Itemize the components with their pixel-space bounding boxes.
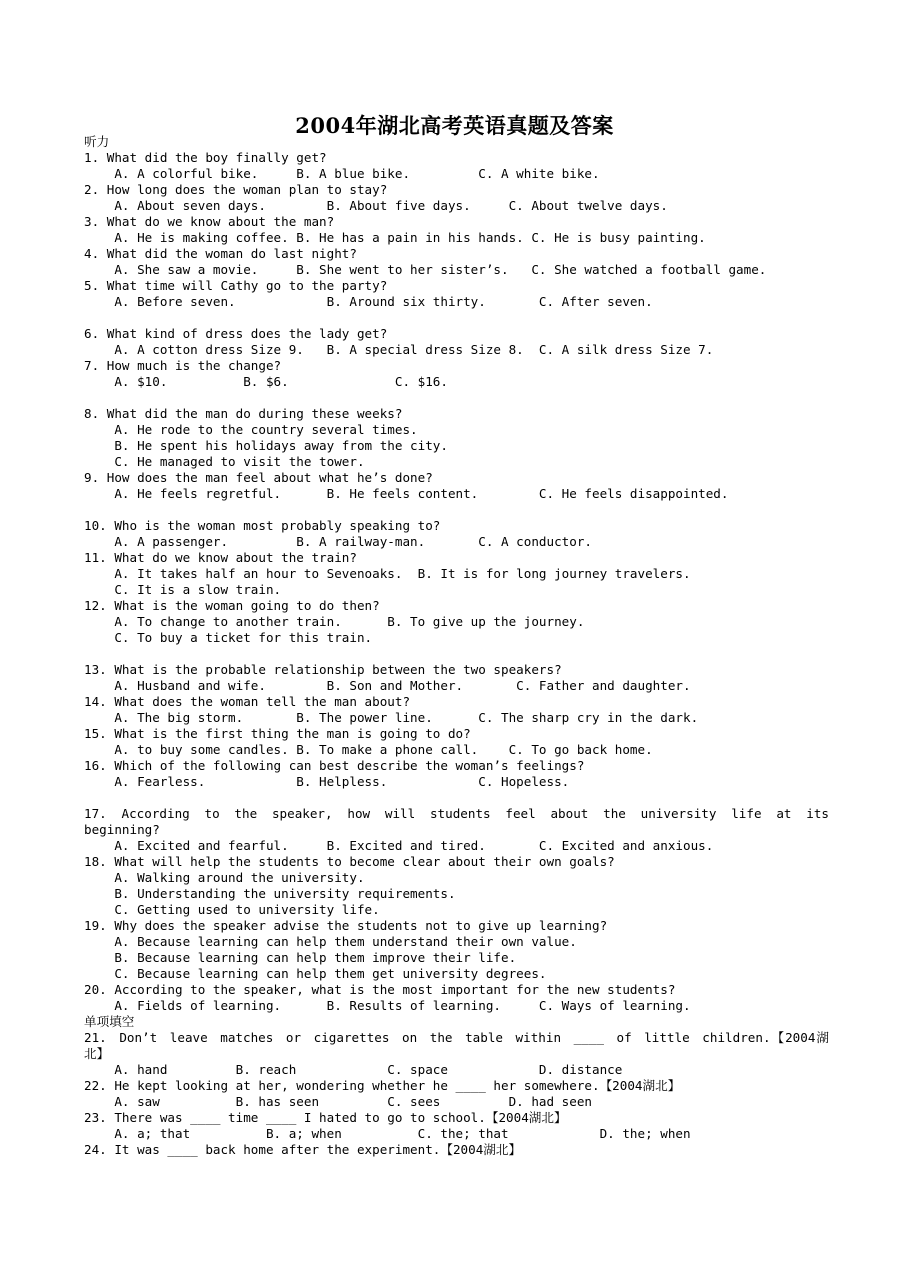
text-line: C. Because learning can help them get university degrees. [84,966,547,981]
text-line: A. Fields of learning. B. Results of learning. C. Ways of learning. [84,998,691,1013]
question-17-options: A. Excited and fearful. B. Excited and tired. C. Excited and anxious. [84,838,714,853]
listening-questions-1-16 [84,150,829,806]
question-21-options: A. hand B. reach C. space D. distance [84,1062,623,1077]
text-line: A. It takes half an hour to Sevenoaks. B. It is for long journey travelers. [84,566,691,581]
text-line: 22. He kept looking at her, wondering whether he ____ her somewhere.【2004湖北】 [84,1078,681,1093]
blank-line [84,390,829,406]
text-line: C. Getting used to university life. [84,902,380,917]
text-line: 6. What kind of dress does the lady get? [84,326,388,341]
text-line: A. Walking around the university. [84,870,365,885]
text-line: A. saw B. has seen C. sees D. had seen [84,1094,592,1109]
text-line: B. Understanding the university requirements. [84,886,456,901]
text-line: 16. Which of the following can best describe the woman’s feelings? [84,758,585,773]
text-line: A. The big storm. B. The power line. C. The sharp cry in the dark. [84,710,699,725]
section-heading-listening: 听力 [84,134,110,149]
text-line: A. Husband and wife. B. Son and Mother. C. Father and daughter. [84,678,691,693]
text-line: 7. How much is the change? [84,358,282,373]
text-line: C. He managed to visit the tower. [84,454,365,469]
blank-line [84,790,829,806]
exam-content [84,134,829,1158]
text-line: C. It is a slow train. [84,582,282,597]
text-line: A. Fearless. B. Helpless. C. Hopeless. [84,774,570,789]
text-line: A. To change to another train. B. To give up the journey. [84,614,585,629]
text-line: A. He rode to the country several times. [84,422,418,437]
question-21-stem: 21. Don’t leave matches or cigarettes on the table within ____ of little children.【2004湖北】 [84,1030,829,1061]
text-line: 1. What did the boy finally get? [84,150,327,165]
text-line: A. A passenger. B. A railway-man. C. A conductor. [84,534,592,549]
text-line: 3. What do we know about the man? [84,214,335,229]
text-line: 20. According to the speaker, what is the most important for the new students? [84,982,676,997]
text-line: C. To buy a ticket for this train. [84,630,373,645]
text-line: 11. What do we know about the train? [84,550,357,565]
text-line: B. Because learning can help them improve their life. [84,950,517,965]
text-line: A. He feels regretful. B. He feels content. C. He feels disappointed. [84,486,729,501]
text-line: 5. What time will Cathy go to the party? [84,278,388,293]
text-line: A. A cotton dress Size 9. B. A special dress Size 8. C. A silk dress Size 7. [84,342,714,357]
text-line: 15. What is the first thing the man is going to do? [84,726,471,741]
text-line: A. to buy some candles. B. To make a phone call. C. To go back home. [84,742,653,757]
text-line: 10. Who is the woman most probably speaking to? [84,518,441,533]
text-line: 19. Why does the speaker advise the students not to give up learning? [84,918,608,933]
text-line: A. a; that B. a; when C. the; that D. the; when [84,1126,691,1141]
page-title: 2004年湖北高考英语真题及答案 [295,113,614,138]
text-line: B. He spent his holidays away from the city. [84,438,448,453]
text-line: 9. How does the man feel about what he’s done? [84,470,433,485]
text-line: 8. What did the man do during these weeks? [84,406,403,421]
section-heading-single-choice: 单项填空 [84,1014,135,1029]
text-line: 4. What did the woman do last night? [84,246,357,261]
text-line: 18. What will help the students to become clear about their own goals? [84,854,615,869]
text-line: 23. There was ____ time ____ I hated to go to school.【2004湖北】 [84,1110,567,1125]
text-line: A. About seven days. B. About five days. C. About twelve days. [84,198,668,213]
text-line: A. Before seven. B. Around six thirty. C. After seven. [84,294,653,309]
blank-line [84,646,829,662]
listening-questions-18-20 [84,854,829,1014]
text-line: 12. What is the woman going to do then? [84,598,380,613]
text-line: 14. What does the woman tell the man about? [84,694,411,709]
text-line: A. $10. B. $6. C. $16. [84,374,448,389]
text-line: A. A colorful bike. B. A blue bike. C. A white bike. [84,166,600,181]
text-line: 2. How long does the woman plan to stay? [84,182,388,197]
question-17-stem: 17. According to the speaker, how will students feel about the university life at its beginning? [84,806,829,837]
text-line: 24. It was ____ back home after the experiment.【2004湖北】 [84,1142,522,1157]
text-line: A. He is making coffee. B. He has a pain in his hands. C. He is busy painting. [84,230,706,245]
single-choice-questions-22-24 [84,1078,829,1158]
text-line: A. Because learning can help them understand their own value. [84,934,577,949]
text-line: A. She saw a movie. B. She went to her sister’s. C. She watched a football game. [84,262,767,277]
text-line: 13. What is the probable relationship between the two speakers? [84,662,562,677]
blank-line [84,310,829,326]
blank-line [84,502,829,518]
